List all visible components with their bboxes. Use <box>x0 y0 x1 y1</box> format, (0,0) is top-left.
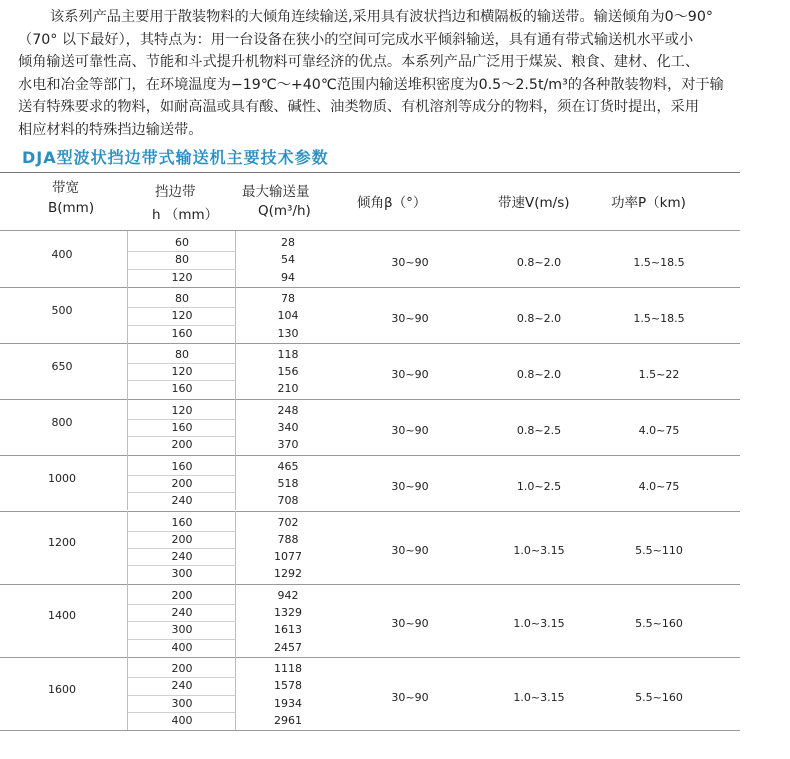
cell-skirt-height: 300 <box>171 567 193 581</box>
cell-skirt-height: 200 <box>171 532 193 546</box>
cell-skirt-height: 300 <box>171 623 193 637</box>
cell-speed: 0.8~2.0 <box>516 367 562 381</box>
row-divider <box>127 712 235 713</box>
row-divider <box>127 492 235 493</box>
intro-line: 相应材料的特殊挡边输送带。 <box>18 121 203 138</box>
cell-power: 5.5~110 <box>635 544 683 558</box>
cell-skirt-height: 240 <box>171 679 193 693</box>
cell-capacity: 1118 <box>274 661 302 675</box>
header-skirt-bottom: h （mm） <box>152 207 219 223</box>
cell-capacity: 210 <box>277 382 299 396</box>
cell-capacity: 702 <box>277 515 299 529</box>
cell-capacity: 28 <box>281 236 295 249</box>
group-divider <box>0 657 740 658</box>
cell-skirt-height: 80 <box>175 347 189 361</box>
cell-power: 4.0~75 <box>638 423 680 437</box>
column-divider <box>235 287 236 343</box>
cell-belt-width: 1000 <box>48 471 76 485</box>
row-divider <box>127 531 235 532</box>
row-divider <box>127 380 235 381</box>
group-divider <box>0 399 740 400</box>
cell-skirt-height: 80 <box>175 291 189 305</box>
cell-skirt-height: 240 <box>171 606 193 619</box>
group-divider <box>0 343 740 344</box>
cell-skirt-height: 80 <box>175 253 189 267</box>
cell-capacity: 78 <box>281 291 295 305</box>
cell-angle: 30~90 <box>391 479 429 493</box>
header-capacity-bottom: Q(m³/h) <box>258 203 311 219</box>
cell-capacity: 104 <box>277 309 299 323</box>
cell-power: 4.0~75 <box>638 479 680 493</box>
row-divider <box>127 325 235 326</box>
row-divider <box>127 677 235 678</box>
cell-capacity: 1578 <box>274 679 302 693</box>
cell-belt-width: 1600 <box>48 682 76 696</box>
cell-speed: 1.0~2.5 <box>516 479 562 493</box>
row-divider <box>127 565 235 566</box>
cell-skirt-height: 160 <box>171 326 193 340</box>
cell-skirt-height: 300 <box>171 696 193 710</box>
cell-belt-width: 800 <box>51 415 73 429</box>
cell-skirt-height: 240 <box>171 550 193 564</box>
cell-capacity: 1934 <box>274 696 302 710</box>
cell-capacity: 1292 <box>274 567 302 581</box>
column-divider <box>235 231 236 287</box>
cell-capacity: 54 <box>281 253 295 267</box>
cell-skirt-height: 400 <box>171 640 193 654</box>
cell-skirt-height: 160 <box>171 382 193 396</box>
cell-power: 5.5~160 <box>635 617 683 631</box>
column-divider <box>127 511 128 584</box>
cell-angle: 30~90 <box>391 311 429 325</box>
cell-capacity: 518 <box>277 476 299 490</box>
cell-capacity: 1613 <box>274 623 302 637</box>
cell-angle: 30~90 <box>391 544 429 558</box>
cell-belt-width: 1400 <box>48 609 76 623</box>
cell-capacity: 708 <box>277 494 299 508</box>
cell-angle: 30~90 <box>391 255 429 269</box>
intro-line: 水电和冶金等部门，在环境温度为−19℃～+40℃范围内输送堆积密度为0.5～2.5t/m³的各种散装物料，对于输 <box>18 76 724 93</box>
intro-line: 该系列产品主要用于散装物料的大倾角连续输送,采用具有波状挡边和横隔板的输送带。输送倾角为0～90° <box>50 9 713 25</box>
row-divider <box>127 269 235 270</box>
cell-angle: 30~90 <box>391 423 429 437</box>
header-angle: 倾角β（°） <box>357 195 427 211</box>
cell-belt-width: 1200 <box>48 536 76 550</box>
cell-capacity: 2457 <box>274 640 302 654</box>
cell-belt-width: 500 <box>51 303 73 317</box>
header-speed: 带速V(m/s) <box>498 195 570 211</box>
cell-skirt-height: 160 <box>171 459 193 473</box>
column-divider <box>127 584 128 657</box>
group-divider <box>0 455 740 456</box>
intro-line: 倾角输送可靠性高、节能和斗式提升机物料可靠经济的优点。本系列产品广泛用于煤炭、粮食、建材、化工、 <box>18 54 700 71</box>
cell-skirt-height: 120 <box>171 270 193 284</box>
group-divider <box>0 511 740 512</box>
intro-line: 送有特殊要求的物料，如耐高温或具有酸、碱性、油类物质、有机溶剂等成分的物料，须在订货时提出，采用 <box>18 99 700 116</box>
cell-capacity: 340 <box>277 421 299 434</box>
cell-angle: 30~90 <box>391 690 429 704</box>
column-divider <box>235 584 236 657</box>
column-divider <box>235 455 236 511</box>
table-top-rule <box>0 172 740 173</box>
cell-speed: 1.0~3.15 <box>513 544 565 558</box>
cell-skirt-height: 120 <box>171 309 193 323</box>
cell-skirt-height: 160 <box>171 515 193 529</box>
row-divider <box>127 436 235 437</box>
column-divider <box>235 657 236 730</box>
row-divider <box>127 307 235 308</box>
row-divider <box>127 604 235 605</box>
cell-skirt-height: 200 <box>171 438 193 452</box>
intro-paragraph <box>18 6 778 142</box>
header-skirt-top: 挡边带 <box>155 184 196 200</box>
row-divider <box>127 695 235 696</box>
intro-line: （70° 以下最好），其特点为：用一台设备在狭小的空间可完成水平倾斜输送，具有通有带式输送机水平或小 <box>18 31 694 48</box>
row-divider <box>127 251 235 252</box>
cell-skirt-height: 240 <box>171 494 193 508</box>
column-divider <box>127 231 128 287</box>
cell-skirt-height: 200 <box>171 476 193 490</box>
header-width-bottom: B(mm) <box>48 200 95 216</box>
group-divider <box>0 730 740 731</box>
row-divider <box>127 363 235 364</box>
column-divider <box>127 343 128 399</box>
cell-skirt-height: 200 <box>171 588 193 602</box>
cell-skirt-height: 120 <box>171 365 193 379</box>
table-title: DJA型波状挡边带式输送机主要技术参数 <box>22 148 329 167</box>
cell-angle: 30~90 <box>391 617 429 631</box>
cell-skirt-height: 200 <box>171 661 193 675</box>
cell-angle: 30~90 <box>391 367 429 381</box>
header-bottom-rule <box>0 230 740 231</box>
cell-capacity: 248 <box>277 403 299 417</box>
cell-capacity: 788 <box>277 532 299 546</box>
cell-speed: 1.0~3.15 <box>513 617 565 631</box>
cell-speed: 0.8~2.0 <box>516 311 562 325</box>
row-divider <box>127 621 235 622</box>
column-divider <box>127 399 128 455</box>
cell-speed: 1.0~3.15 <box>513 690 565 704</box>
cell-belt-width: 400 <box>51 247 73 261</box>
cell-power: 1.5~18.5 <box>633 255 685 269</box>
cell-power: 1.5~22 <box>638 367 680 381</box>
header-width-top: 带宽 <box>52 180 79 196</box>
cell-capacity: 370 <box>277 438 299 452</box>
column-divider <box>127 287 128 343</box>
group-divider <box>0 584 740 585</box>
cell-power: 1.5~18.5 <box>633 311 685 325</box>
cell-belt-width: 650 <box>51 359 73 373</box>
cell-capacity: 1077 <box>274 550 302 564</box>
cell-skirt-height: 60 <box>175 236 189 249</box>
header-capacity-top: 最大输送量 <box>242 184 310 200</box>
row-divider <box>127 419 235 420</box>
cell-capacity: 942 <box>277 588 299 602</box>
column-divider <box>127 455 128 511</box>
row-divider <box>127 639 235 640</box>
cell-skirt-height: 400 <box>171 713 193 727</box>
column-divider <box>235 343 236 399</box>
cell-capacity: 465 <box>277 459 299 473</box>
row-divider <box>127 475 235 476</box>
column-divider <box>127 657 128 730</box>
cell-capacity: 94 <box>281 270 295 284</box>
header-power: 功率P（km) <box>611 195 686 211</box>
cell-skirt-height: 120 <box>171 403 193 417</box>
cell-speed: 0.8~2.5 <box>516 423 562 437</box>
cell-capacity: 156 <box>277 365 299 379</box>
cell-speed: 0.8~2.0 <box>516 255 562 269</box>
cell-power: 5.5~160 <box>635 690 683 704</box>
row-divider <box>127 548 235 549</box>
group-divider <box>0 287 740 288</box>
column-divider <box>235 399 236 455</box>
cell-capacity: 130 <box>277 326 299 340</box>
column-divider <box>235 511 236 584</box>
cell-skirt-height: 160 <box>171 421 193 434</box>
cell-capacity: 2961 <box>274 713 302 727</box>
cell-capacity: 118 <box>277 347 299 361</box>
cell-capacity: 1329 <box>274 606 302 619</box>
